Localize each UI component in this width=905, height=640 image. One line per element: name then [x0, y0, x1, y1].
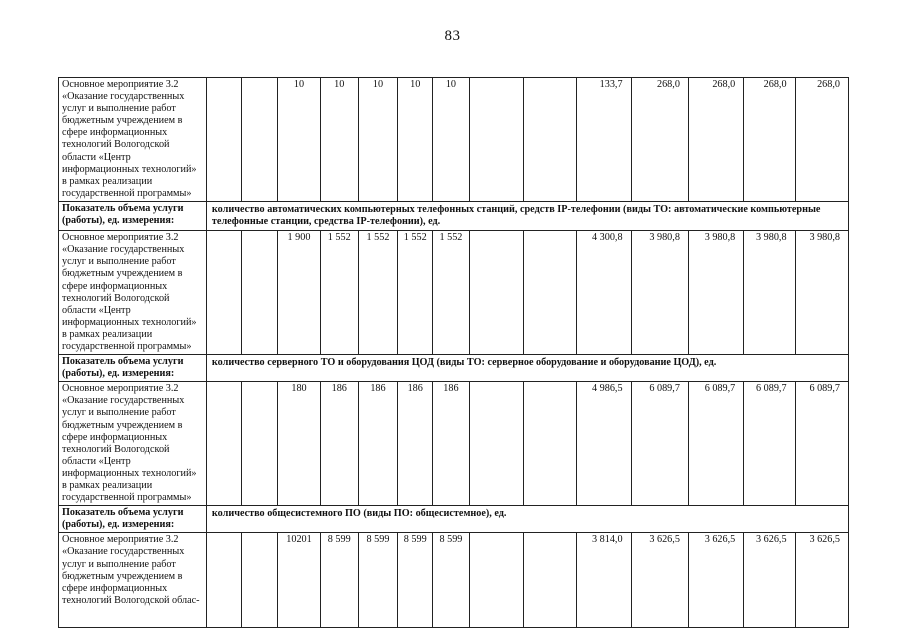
value-cell: 8 599 [398, 533, 433, 628]
value-cell [469, 382, 523, 506]
value-cell [523, 231, 576, 355]
indicator-description: количество автоматических компьютерных телефонных станций, средств IP-телефонии (виды ТО: автоматические компьютерные телефонные станции, средства IP-телефонии), ед. [206, 201, 848, 230]
indicator-label: Показатель объема услуги (работы), ед. измерения: [59, 506, 207, 533]
value-cell [523, 78, 576, 202]
value-cell: 8 599 [433, 533, 469, 628]
value-cell: 186 [433, 382, 469, 506]
value-cell [523, 382, 576, 506]
activity-name: Основное мероприятие 3.2 «Оказание государственных услуг и выполнение работ бюджетным учреждением в сфере информационных технологий Вологодской области «Центр информационных технологий» в рамках реализации государственной программы» [59, 231, 207, 355]
page-number: 83 [444, 28, 461, 44]
value-cell: 186 [398, 382, 433, 506]
activity-row [59, 78, 849, 202]
value-cell [242, 382, 278, 506]
indicator-description: количество общесистемного ПО (виды ПО: общесистемное), ед. [206, 506, 848, 533]
value-cell: 10201 [278, 533, 320, 628]
activity-row [59, 231, 849, 355]
value-cell [206, 382, 241, 506]
value-cell: 3 980,8 [795, 231, 848, 355]
value-cell [469, 533, 523, 628]
value-cell: 3 626,5 [688, 533, 743, 628]
activity-name: Основное мероприятие 3.2 «Оказание государственных услуг и выполнение работ бюджетным учреждением в сфере информационных технологий Вологодской области «Центр информационных технологий» в рамках реализации государственной программы» [59, 78, 207, 202]
value-cell: 10 [358, 78, 397, 202]
value-cell: 1 552 [320, 231, 358, 355]
value-cell: 3 814,0 [577, 533, 631, 628]
value-cell: 3 980,8 [631, 231, 688, 355]
value-cell: 3 980,8 [688, 231, 743, 355]
value-cell: 133,7 [577, 78, 631, 202]
value-cell: 4 986,5 [577, 382, 631, 506]
value-cell: 3 626,5 [795, 533, 848, 628]
value-cell: 10 [278, 78, 320, 202]
value-cell: 10 [398, 78, 433, 202]
value-cell [242, 231, 278, 355]
value-cell: 186 [320, 382, 358, 506]
value-cell: 1 900 [278, 231, 320, 355]
value-cell [242, 78, 278, 202]
value-cell: 4 300,8 [577, 231, 631, 355]
value-cell [242, 533, 278, 628]
indicator-row [59, 506, 849, 533]
value-cell: 268,0 [688, 78, 743, 202]
activity-row [59, 382, 849, 506]
indicator-label: Показатель объема услуги (работы), ед. измерения: [59, 355, 207, 382]
value-cell [206, 78, 241, 202]
value-cell: 1 552 [398, 231, 433, 355]
value-cell: 10 [320, 78, 358, 202]
value-cell: 1 552 [433, 231, 469, 355]
activity-row [59, 533, 849, 628]
value-cell [206, 231, 241, 355]
value-cell [469, 78, 523, 202]
indicator-row [59, 201, 849, 230]
value-cell: 3 626,5 [744, 533, 795, 628]
value-cell: 8 599 [358, 533, 397, 628]
value-cell [523, 533, 576, 628]
value-cell: 8 599 [320, 533, 358, 628]
indicator-label: Показатель объема услуги (работы), ед. измерения: [59, 201, 207, 230]
value-cell: 6 089,7 [631, 382, 688, 506]
value-cell: 6 089,7 [744, 382, 795, 506]
value-cell: 6 089,7 [795, 382, 848, 506]
value-cell: 6 089,7 [688, 382, 743, 506]
value-cell: 268,0 [744, 78, 795, 202]
value-cell: 268,0 [631, 78, 688, 202]
value-cell: 180 [278, 382, 320, 506]
indicator-row [59, 355, 849, 382]
activity-name: Основное мероприятие 3.2 «Оказание государственных услуг и выполнение работ бюджетным учреждением в сфере информационных технологий Вологодской области «Центр информационных технологий» в рамках реализации государственной программы» [59, 382, 207, 506]
value-cell: 3 980,8 [744, 231, 795, 355]
value-cell [469, 231, 523, 355]
value-cell: 186 [358, 382, 397, 506]
value-cell: 268,0 [795, 78, 848, 202]
value-cell: 10 [433, 78, 469, 202]
indicator-description: количество серверного ТО и оборудования ЦОД (виды ТО: серверное оборудование и оборудование ЦОД), ед. [206, 355, 848, 382]
value-cell: 1 552 [358, 231, 397, 355]
value-cell: 3 626,5 [631, 533, 688, 628]
value-cell [206, 533, 241, 628]
indicators-table [58, 77, 849, 628]
activity-name: Основное мероприятие 3.2 «Оказание государственных услуг и выполнение работ бюджетным учреждением в сфере информационных технологий Вологодской облас- [59, 533, 207, 628]
